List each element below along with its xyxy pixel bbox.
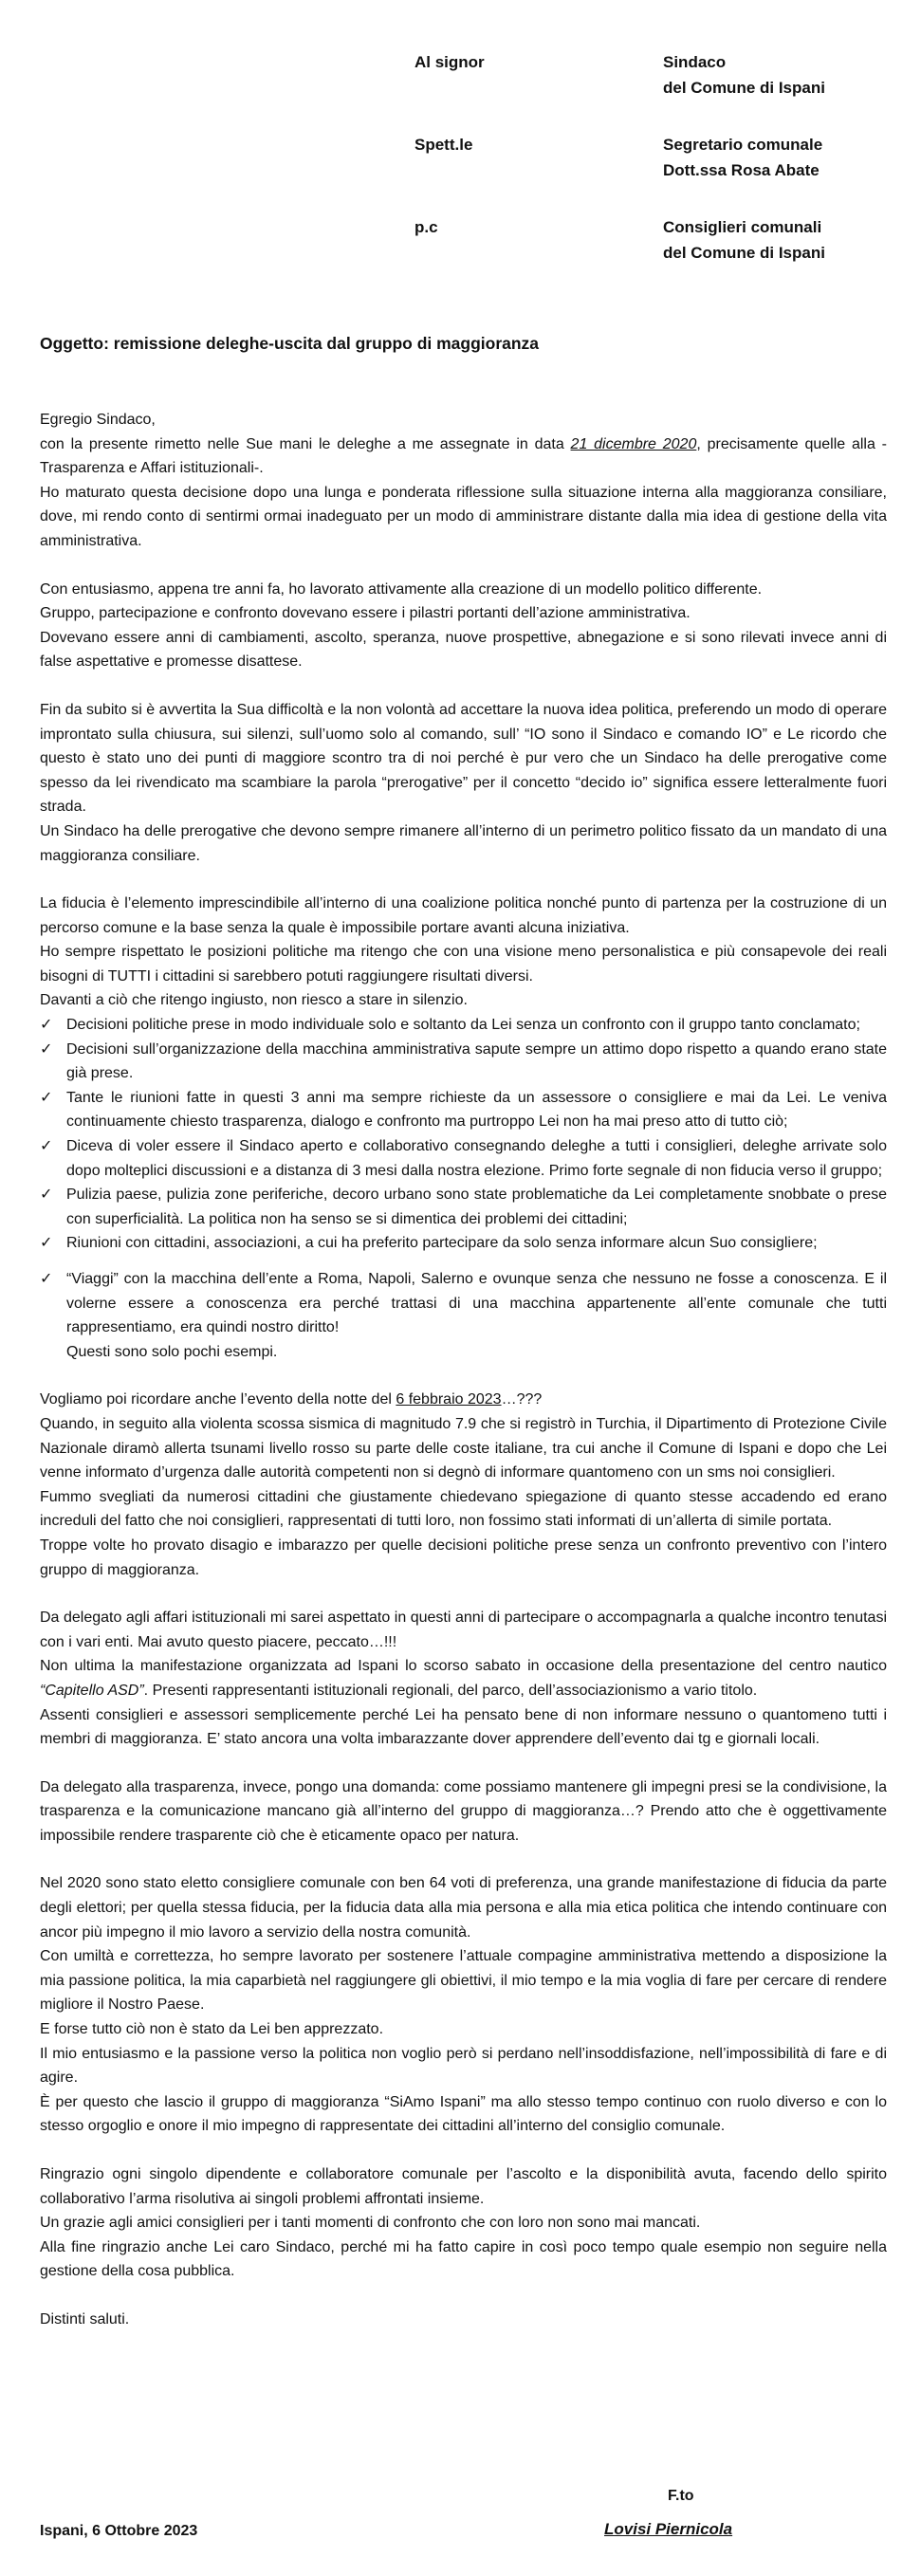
nautical-center-name: “Capitello ASD” — [40, 1682, 144, 1699]
paragraph: Un grazie agli amici consiglieri per i tanti momenti di confronto che con loro non sono mai mancati. — [40, 2215, 701, 2232]
paragraph: Da delegato alla trasparenza, invece, pongo una domanda: come possiamo mantenere gli impegni presi se la condivisione, la trasparenza e la comunicazione mancano già all’interno del gruppo di maggioranza…? Prendo atto che è oggettivamente impossibile rendere trasparente ciò che è eticamente opaco per natura. — [40, 1778, 887, 1844]
recipient-label: Al signor — [414, 53, 485, 71]
list-item — [40, 1013, 887, 1038]
paragraph: Il mio entusiasmo e la passione verso la politica non voglio però si perdano nell’insoddisfazione, nell’impossibilità di fare e di agire. — [40, 2045, 887, 2087]
list-item — [40, 1267, 887, 1340]
paragraph: La fiducia è l’elemento imprescindibile all’interno di una coalizione politica nonché punto di partenza per la costruzione di un percorso comune e la base senza la quale è impossibile portare avanti alcuna iniziativa. — [40, 895, 887, 936]
grievance-list — [40, 1013, 887, 1340]
letter-body — [40, 408, 887, 2332]
list-item-text: Diceva di voler essere il Sindaco aperto e collaborativo consegnando deleghe a tutti i consiglieri, deleghe arrivate solo dopo molteplici discussioni e a distanza di 3 mesi dalla nostra elezione. Primo forte segnale di non fiducia verso il gruppo; — [66, 1138, 887, 1179]
recipient-line: del Comune di Ispani — [663, 79, 825, 97]
list-item-text: Riunioni con cittadini, associazioni, a cui ha preferito partecipare da solo senza informare alcun Suo consigliere; — [66, 1235, 818, 1252]
paragraph: È per questo che lascio il gruppo di maggioranza “SiAmo Ispani” ma allo stesso tempo continuo con ruolo diverso e con lo stesso orgoglio e onore il mio impegno di rappresentate dei cittadini all’interno del consiglio comunale. — [40, 2093, 887, 2135]
paragraph: Da delegato agli affari istituzionali mi sarei aspettato in questi anni di partecipare o accompagnarla a qualche incontro tenutasi con i vari enti. Mai avuto questo piacere, peccato…!!! — [40, 1610, 887, 1650]
checkmark-icon: ✓ — [40, 1017, 53, 1034]
checkmark-icon: ✓ — [40, 1235, 53, 1252]
recipient-line: Segretario comunale — [663, 136, 823, 154]
checkmark-icon: ✓ — [40, 1271, 53, 1287]
paragraph: Un Sindaco ha delle prerogative che devono sempre rimanere all’interno di un perimetro politico fissato da un mandato di una maggioranza consiliare. — [40, 822, 887, 864]
paragraph: Assenti consiglieri e assessori semplicemente perché Lei ha pensato bene di non informare nessuno o quantomeno tutti i membri di maggioranza. E’ stato ancora una volta imbarazzante dover apprendere dell’evento dai tg e giornali locali. — [40, 1706, 887, 1748]
paragraph: Dovevano essere anni di cambiamenti, ascolto, speranza, nuove prospettive, abnegazione e si sono rilevati invece anni di false aspettative e promesse disattese. — [40, 629, 887, 671]
paragraph: Ho sempre rispettato le posizioni politiche ma ritengo che con una visione meno personalistica e più consapevole dei reali bisogni di TUTTI i cittadini si sarebbero potuti raggiungere risultati diversi. — [40, 944, 887, 984]
list-item — [40, 1038, 887, 1086]
checkmark-icon: ✓ — [40, 1089, 53, 1106]
list-item — [40, 1183, 887, 1231]
list-item-text: Decisioni politiche prese in modo individuale solo e soltanto da Lei senza un confronto con il gruppo tanto conclamato; — [66, 1017, 860, 1034]
list-item-text: “Viaggi” con la macchina dell’ente a Roma, Napoli, Salerno e ovunque senza che nessuno ne fosse a conoscenza. E il volerne essere a conoscenza era perché trattasi di una macchina appartenente all’ente comunale che tutti rappresentiamo, era quindi nostro diritto! — [66, 1271, 887, 1336]
list-item — [40, 1086, 887, 1134]
recipient-line: Consiglieri comunali — [663, 218, 822, 236]
paragraph: Nel 2020 sono stato eletto consigliere comunale con ben 64 voti di preferenza, una grande manifestazione di fiducia da parte degli elettori; per quella stessa fiducia, per la fiducia data alla mia persona e alla mia etica politica che intendo continuare con ancor più impegno il mio lavoro a servizio della nostra comunità. — [40, 1875, 887, 1941]
text-run: Non ultima la manifestazione organizzata ad Ispani lo scorso sabato in occasione della presentazione del centro nautico — [40, 1658, 887, 1675]
recipient-value — [663, 132, 822, 183]
checkmark-icon: ✓ — [40, 1040, 53, 1058]
signature: Lovisi Piernicola — [604, 2520, 733, 2538]
text-run: …??? — [501, 1391, 543, 1408]
text-run: . Presenti rappresentanti istituzionali regionali, del parco, dell’associazionismo a vario titolo. — [143, 1682, 758, 1699]
checkmark-icon: ✓ — [40, 1187, 53, 1204]
recipient-label: Spett.le — [414, 136, 473, 154]
recipient-secretary — [414, 132, 870, 183]
paragraph: Con umiltà e correttezza, ho sempre lavorato per sostenere l’attuale compagine amministrativa mettendo a disposizione la mia passione politica, la mia caparbietà nel raggiungere gli obiettivi, il mio tempo e la mia voglia di fare per cercare di rendere migliore il Nostro Paese. — [40, 1948, 887, 2014]
list-item-text: Decisioni sull’organizzazione della macchina amministrativa sapute sempre un attimo dopo rispetto a quando erano state già prese. — [66, 1040, 887, 1082]
closing: Distinti saluti. — [40, 2310, 130, 2328]
paragraph: Gruppo, partecipazione e confronto dovevano essere i pilastri portanti dell’azione amministrativa. — [40, 605, 691, 622]
recipient-line: Dott.ssa Rosa Abate — [663, 161, 820, 179]
paragraph — [40, 1654, 887, 1702]
recipient-councillors — [414, 214, 870, 266]
paragraph — [40, 1388, 887, 1412]
delegation-date: 21 dicembre 2020 — [570, 435, 697, 452]
recipient-line: del Comune di Ispani — [663, 244, 825, 262]
list-item — [40, 1231, 887, 1256]
paragraph: Davanti a ciò che ritengo ingiusto, non riesco a stare in silenzio. — [40, 992, 468, 1009]
event-date: 6 febbraio 2023 — [396, 1391, 502, 1408]
list-tail: Questi sono solo pochi esempi. — [66, 1343, 278, 1360]
greeting: Egregio Sindaco, — [40, 412, 156, 428]
recipient-mayor — [414, 49, 870, 101]
subject-line: Oggetto: remissione deleghe-uscita dal gruppo di maggioranza — [40, 334, 540, 353]
paragraph: Troppe volte ho provato disagio e imbarazzo per quelle decisioni politiche prese senza un confronto preventivo con l’intero gruppo di maggioranza. — [40, 1536, 887, 1578]
recipient-label: p.c — [414, 218, 438, 236]
text-run: con la presente rimetto nelle Sue mani le deleghe a me assegnate in data — [40, 435, 571, 452]
fto-label: F.to — [668, 2488, 694, 2504]
list-item-text: Pulizia paese, pulizia zone periferiche, decoro urbano sono state problematiche da Lei completamente snobbate o prese con superficialità. La politica non ha senso se si dimentica dei problemi dei cittadini; — [66, 1187, 887, 1227]
text-run: Vogliamo poi ricordare anche l’evento della notte del — [40, 1391, 396, 1408]
paragraph: Fin da subito si è avvertita la Sua difficoltà e la non volontà ad accettare la nuova idea politica, preferendo un modo di operare improntato sulla chiusura, sui silenzi, sull’uomo solo al comando, sull’ “IO sono il Sindaco e comando IO” e Le ricordo che questo è stato uno dei punti di maggiore scontro tra di noi perché è pur vero che un Sindaco ha delle prerogative come spesso da lei rivendicato ma scambiare la parola “prerogative” per il concetto “decido io” significa essere letteralmente fuori strada. — [40, 701, 887, 816]
recipient-value — [663, 49, 825, 101]
paragraph: Ringrazio ogni singolo dipendente e collaboratore comunale per l’ascolto e la disponibilità avuta, facendo dello spirito collaborativo l’arma risolutiva ai singoli problemi affrontati insieme. — [40, 2166, 887, 2207]
paragraph: Quando, in seguito alla violenta scossa sismica di magnitudo 7.9 che si registrò in Turchia, il Dipartimento di Protezione Civile Nazionale diramò allerta tsunami livello rosso su parte delle coste italiane, tra cui anche il Comune di Ispani e dopo che Lei venne informato d’urgenza dalle autorità competenti non si degnò di informare quantomeno con un sms noi consiglieri. — [40, 1415, 887, 1481]
paragraph: Fummo svegliati da numerosi cittadini che giustamente chiedevano spiegazione di quanto stesse accadendo ed erano increduli del fatto che noi consiglieri, rappresentati di tutti loro, non fossimo stati informati di un’allerta di simile portata. — [40, 1488, 887, 1530]
list-item-text: Tante le riunioni fatte in questi 3 anni ma sempre richieste da un assessore o consigliere e mai da Lei. Le veniva continuamente chiesto trasparenza, dialogo e confronto ma purtroppo Lei non ha mai preso atto di tutto ciò; — [66, 1089, 887, 1131]
list-item — [40, 1134, 887, 1183]
paragraph: Alla fine ringrazio anche Lei caro Sindaco, perché mi ha fatto capire in così poco tempo quale esempio non seguire nella gestione della cosa pubblica. — [40, 2238, 887, 2280]
paragraph — [40, 432, 887, 481]
paragraph: Con entusiasmo, appena tre anni fa, ho lavorato attivamente alla creazione di un modello politico differente. — [40, 580, 763, 598]
place-date: Ispani, 6 Ottobre 2023 — [40, 2523, 198, 2539]
checkmark-icon: ✓ — [40, 1138, 53, 1155]
recipient-value — [663, 214, 825, 266]
paragraph: E forse tutto ciò non è stato da Lei ben apprezzato. — [40, 2021, 384, 2038]
recipient-line: Sindaco — [663, 53, 727, 71]
paragraph: Ho maturato questa decisione dopo una lunga e ponderata riflessione sulla situazione interna alla maggioranza consiliare, dove, mi rendo conto di sentirmi ormai inadeguato per un modo di amministrare distante dalla mia idea di gestione della vita amministrativa. — [40, 484, 887, 549]
recipients-block — [414, 49, 870, 297]
text-run: , precisamente quelle alla -Trasparenza e Affari istituzionali-. — [40, 435, 887, 477]
